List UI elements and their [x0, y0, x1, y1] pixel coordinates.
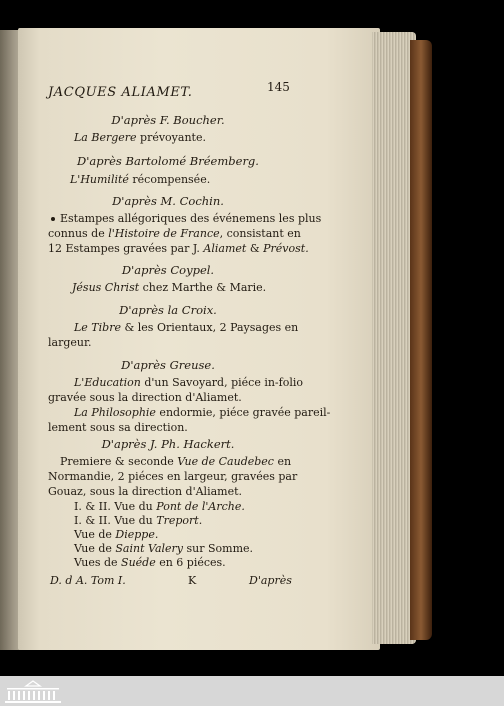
heading-boucher: D'après F. Boucher. [111, 113, 225, 127]
entry-coypel: Jésus Christ chez Marthe & Marie. [72, 281, 267, 294]
bullet-mark [51, 217, 55, 221]
hackert-line-8: Vues de Suéde en 6 piéces. [74, 556, 226, 569]
hackert-line-3: Gouaz, sous la direction d'Aliamet. [48, 485, 242, 498]
heading-lacroix: D'après la Croix. [119, 303, 217, 317]
hackert-line-2: Normandie, 2 piéces en largeur, gravées par [48, 470, 298, 483]
lacroix-line-2: largeur. [48, 336, 92, 349]
hackert-line-4: I. & II. Vue du Pont de l'Arche. [74, 500, 245, 513]
heading-hackert: D'après J. Ph. Hackert. [101, 437, 235, 451]
entry-boucher: La Bergere prévoyante. [74, 131, 206, 144]
heading-coypel: D'après Coypel. [121, 263, 215, 277]
cochin-line-3: 12 Estampes gravées par J. Aliamet & Prévost. [48, 242, 309, 255]
signature-mark: D. d A. Tom I. [50, 574, 126, 587]
hackert-line-7: Vue de Saint Valery sur Somme. [74, 542, 254, 555]
page-number: 145 [267, 80, 290, 94]
greuze-line-2: gravée sous la direction d'Aliamet. [48, 391, 242, 404]
hackert-line-6: Vue de Dieppe. [74, 528, 159, 541]
cochin-line-1: Estampes allégoriques des événemens les plus [60, 212, 300, 226]
catchword: D'après [249, 574, 292, 587]
library-building-icon [4, 680, 62, 704]
greuze-line-3: La Philosophie endormie, piéce gravée pareil- [74, 406, 331, 419]
heading-greuze: D'après Greuse. [121, 358, 215, 372]
book-cover [410, 40, 432, 640]
footer-band [0, 676, 504, 706]
greuze-line-4: lement sous sa direction. [48, 421, 188, 434]
heading-breemberg: D'après Bartolomé Bréemberg. [77, 154, 259, 168]
heading-cochin: D'après M. Cochin. [112, 194, 224, 208]
cochin-line-2: connus de l'Histoire de France, consistant en [48, 227, 301, 240]
running-title: JACQUES ALIAMET. [48, 85, 193, 100]
entry-breemberg: L'Humilité récompensée. [70, 173, 211, 186]
greuze-line-1: L'Education d'un Savoyard, piéce in-folio [74, 376, 303, 389]
lacroix-line-1: Le Tibre & les Orientaux, 2 Paysages en [74, 321, 299, 334]
gathering-mark: K [188, 574, 197, 587]
hackert-line-1: Premiere & seconde Vue de Caudebec en [60, 455, 292, 468]
hackert-line-5: I. & II. Vue du Treport. [74, 514, 203, 527]
